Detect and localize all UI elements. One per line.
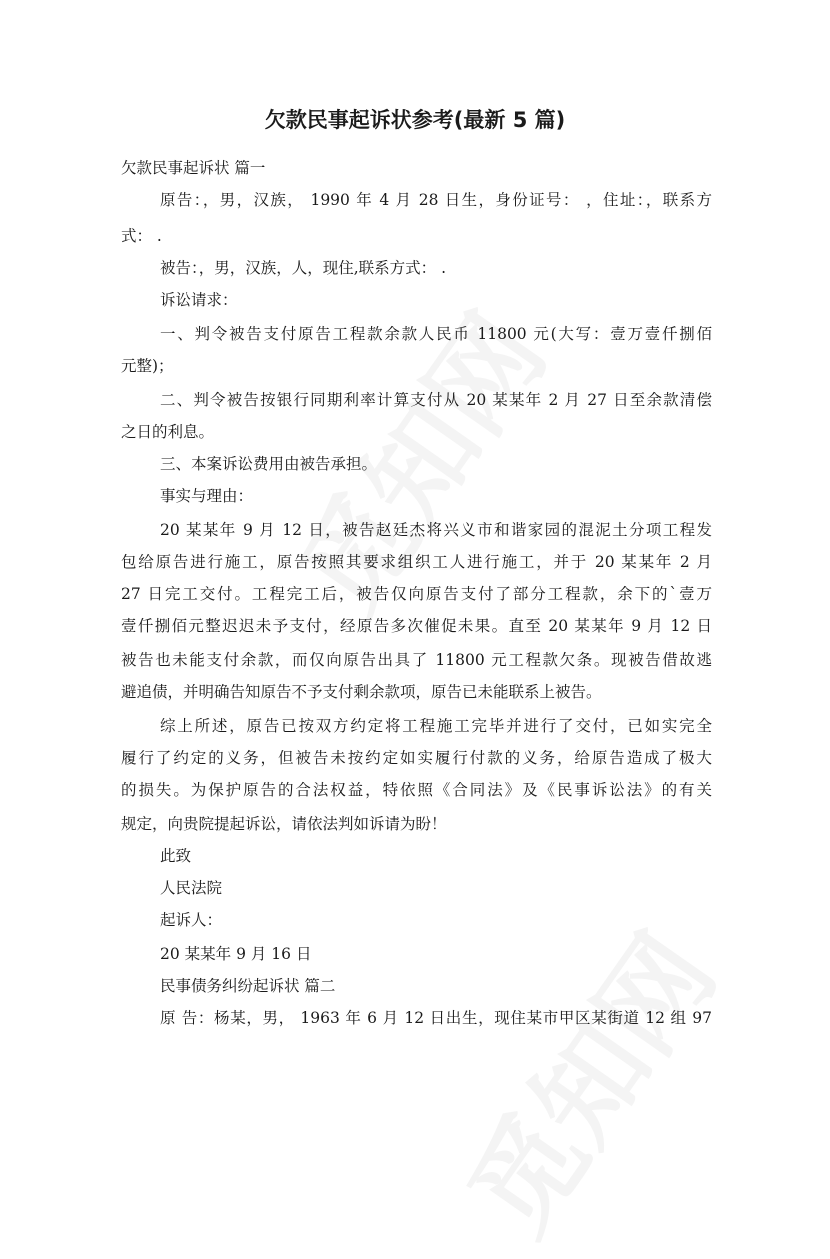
paragraph-line: 原告：，男，汉族， 1990 年 4 月 28 日生，身份证号： ，住址：，联系方 bbox=[160, 191, 712, 209]
paragraph-line: 避追债，并明确告知原告不予支付剩余款项，原告已未能联系上被告。 bbox=[121, 683, 602, 701]
date-line: 20 某某年 9 月 16 日 bbox=[160, 945, 312, 963]
plaintiff-signature: 起诉人： bbox=[160, 911, 223, 929]
paragraph-line: 式： . bbox=[121, 227, 162, 245]
paragraph-line: 事实与理由： bbox=[160, 487, 254, 505]
paragraph-line: 三、本案诉讼费用由被告承担。 bbox=[160, 455, 378, 473]
paragraph-line: 规定，向贵院提起诉讼，请依法判如诉请为盼！ bbox=[121, 815, 447, 833]
document-title: 欠款民事起诉状参考(最新 5 篇) bbox=[264, 108, 566, 132]
paragraph-line: 元整)； bbox=[121, 357, 174, 375]
paragraph-line: 一、判令被告支付原告工程款余款人民币 11800 元(大写：壹万壹仟捌佰 bbox=[160, 325, 712, 343]
paragraph-line: 被告：，男，汉族，人，现住,联系方式： . bbox=[160, 259, 447, 277]
paragraph-line: 之日的利息。 bbox=[121, 423, 215, 441]
paragraph-line: 27 日完工交付。工程完工后，被告仅向原告支付了部分工程款，余下的`壹万 bbox=[121, 585, 712, 603]
paragraph-line: 原 告：杨某，男， 1963 年 6 月 12 日出生，现住某市甲区某街道 12 组 97 bbox=[160, 1009, 712, 1027]
paragraph-line: 二、判令被告按银行同期利率计算支付从 20 某某年 2 月 27 日至余款清偿 bbox=[160, 391, 712, 409]
court-name: 人民法院 bbox=[160, 879, 223, 897]
paragraph-line: 诉讼请求： bbox=[160, 291, 238, 309]
paragraph-line: 20 某某年 9 月 12 日，被告赵廷杰将兴义市和谐家园的混泥土分项工程发 bbox=[160, 521, 712, 539]
paragraph-line: 被告也未能支付余款，而仅向原告出具了 11800 元工程款欠条。现被告借故逃 bbox=[121, 651, 712, 669]
paragraph-line: 履行了约定的义务，但被告未按约定如实履行付款的义务，给原告造成了极大 bbox=[121, 749, 712, 767]
closing-line: 此致 bbox=[160, 847, 192, 865]
paragraph-line: 的损失。为保护原告的合法权益，特依照《合同法》及《民事诉讼法》的有关 bbox=[121, 781, 712, 799]
section-heading: 民事债务纠纷起诉状 篇二 bbox=[160, 977, 336, 995]
paragraph-line: 综上所述，原告已按双方约定将工程施工完毕并进行了交付，已如实完全 bbox=[160, 717, 712, 735]
paragraph-line: 壹仟捌佰元整迟迟未予支付，经原告多次催促未果。直至 20 某某年 9 月 12 日 bbox=[121, 617, 712, 635]
section-heading: 欠款民事起诉状 篇一 bbox=[121, 159, 266, 177]
paragraph-line: 包给原告进行施工，原告按照其要求组织工人进行施工，并于 20 某某年 2 月 bbox=[121, 553, 712, 571]
